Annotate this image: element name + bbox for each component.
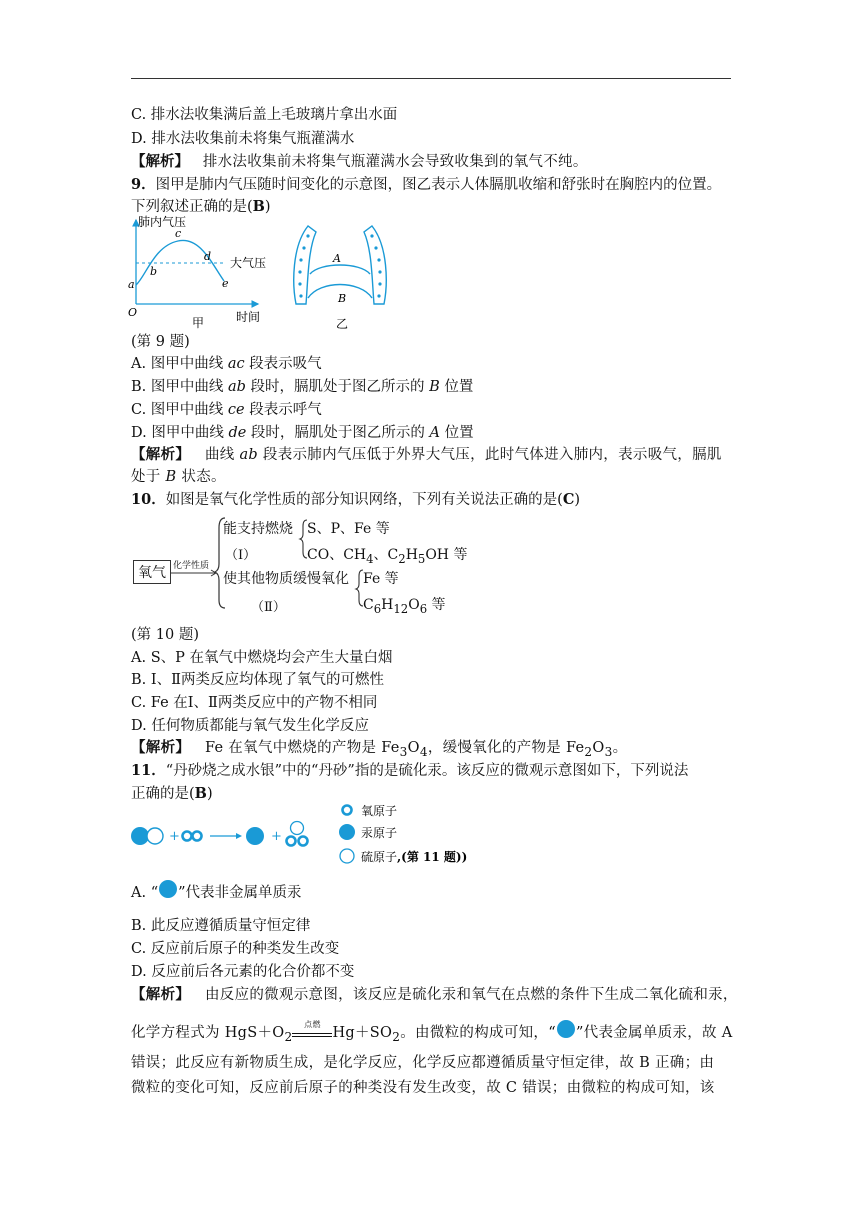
rib-dots [298,234,381,297]
branch1-label: 能支持燃烧 [223,521,293,537]
explain-text: 排水法收集前未将集气瓶灌满水会导致收集到的氧气不纯。 [202,154,588,170]
q10-number: 10 [131,491,152,508]
legend-mercury: 汞原子 [361,826,398,840]
header-rule [131,78,731,79]
brace-2 [356,570,363,606]
q11-option-d: D. 反应前后各元素的化合价都不变 [131,964,355,980]
plus-2: + [271,829,282,844]
q11-stem-line2: 正确的是(B) [131,785,213,802]
q9-option-b: B. 图甲中曲线 ab 段时，膈肌处于图乙所示的 B 位置 [131,379,474,395]
point-e: e [222,277,229,290]
o-atom [287,837,296,846]
q9-answer: B [252,198,265,215]
point-b: b [150,265,158,278]
point-c: c [175,227,182,240]
point-a: a [128,278,135,291]
legend-sulfur-icon [340,849,354,863]
q11-option-c: C. 反应前后原子的种类发生改变 [131,941,340,957]
branch1-tag: （Ⅰ） [225,548,257,563]
equation-condition: 点燃 [304,1020,321,1029]
branch2-label: 使其他物质缓慢氧化 [223,571,349,587]
fig-yi-caption: 乙 [336,317,349,331]
diaphragm-a [310,265,370,274]
q8-option-d: D. 排水法收集前未将集气瓶灌满水 [131,131,355,147]
legend-sulfur: 硫原子 [361,850,398,864]
q10-answer: C [562,491,575,508]
q11-option-a: A. “ ”代表非金属单质汞 [131,880,302,903]
explain-tag: 【解析】 [131,153,189,170]
s-atom [147,828,163,844]
label-b: B [338,292,347,305]
legend-mercury-icon [339,824,355,840]
atm-label: 大气压 [230,256,267,270]
q11-stem-line1: 11．“丹砂烧之成水银”中的“丹砂”指的是硫化汞。该反应的微观示意图如下，下列说法 [131,762,689,779]
q9-stem-text: 图甲是肺内气压随时间变化的示意图，图乙表示人体膈肌收缩和舒张时在胸腔内的位置。 [155,177,722,193]
q10-option-b: B. Ⅰ、Ⅱ两类反应均体现了氧气的可燃性 [131,672,384,688]
explain-tag: 【解析】 [131,986,191,1003]
label-a: A [333,252,341,265]
explain-tag: 【解析】 [131,739,191,756]
hg-atom [246,827,264,845]
point-d: d [204,250,212,263]
q8-option-c: C. 排水法收集满后盖上毛玻璃片拿出水面 [131,107,398,123]
q8-explanation [131,152,588,172]
q11-explanation-line4: 微粒的变化可知，反应前后原子的种类没有发生改变，故 C 错误；由微粒的构成可知，该 [131,1080,715,1096]
o-atom [183,832,192,841]
legend-oxygen-icon [343,806,352,815]
q10-diagram [131,514,491,622]
q9-number: 9 [131,176,142,193]
fig-jia-caption: 甲 [192,316,205,330]
q10-option-d: D. 任何物质都能与氧气发生化学反应 [131,718,369,734]
q10-option-a: A. S、P 在氧气中燃烧均会产生大量白烟 [131,650,393,666]
q10-stem: 10．如图是氧气化学性质的部分知识网络，下列有关说法正确的是(C) [131,491,581,508]
branch1-item2: CO、$CH_4$、$C_2H_5OH$ 等 [307,547,468,566]
branch2-tag: （Ⅱ） [251,600,286,615]
q9-stem-pre: 下列叙述正确的是( [131,199,253,215]
legend-oxygen: 氧原子 [361,804,398,818]
branch2-item2: $C_6H_{12}O_6$ 等 [363,597,446,616]
plus-1: + [169,829,180,844]
q11-figure-caption: ,(第 11 题)) [397,850,468,864]
q9-stem-line1: 9．图甲是肺内气压随时间变化的示意图，图乙表示人体膈肌收缩和舒张时在胸腔内的位置。 [131,176,722,193]
q11-option-b: B. 此反应遵循质量守恒定律 [131,918,311,934]
q11-explanation-line1: 【解析】 由反应的微观示意图，该反应是硫化汞和氧气在点燃的条件下生成二氧化硫和汞， [131,986,738,1003]
q9-option-d: D. 图甲中曲线 de 段时，膈肌处于图乙所示的 A 位置 [131,425,474,441]
q9-figure-caption: (第 9 题) [131,334,190,350]
o-atom [299,837,308,846]
q11-number: 11 [131,762,152,779]
q11-explanation-line2: 化学方程式为 $HgS+O_2$ 点燃 $Hg+SO_2$。由微粒的构成可知，“ ”代表金属单质汞，故 A [131,1020,733,1047]
q9-explanation-line1: 【解析】 曲线 ab 段表示肺内气压低于外界大气压，此时气体进入肺内，表示吸气，膈肌 [131,446,722,463]
q9-option-c: C. 图甲中曲线 ce 段表示呼气 [131,402,322,418]
origin-label: O [128,306,138,319]
y-axis-label: 肺内气压 [138,215,187,229]
q9-stem-post: ) [264,199,271,215]
root-box: 氧气 [133,560,171,584]
brace-1 [300,520,307,558]
q11-explanation-line3: 错误；此反应有新物质生成，是化学反应，化学反应都遵循质量守恒定律，故 B 正确；由 [131,1055,715,1071]
equation-arrow [292,1020,332,1037]
mercury-atom-icon [158,880,178,900]
q11-reaction-diagram [128,800,488,870]
mercury-atom-icon [556,1020,576,1040]
q10-option-c: C. Fe 在Ⅰ、Ⅱ两类反应中的产物不相同 [131,695,378,711]
x-axis-label: 时间 [236,310,261,324]
o-atom [193,832,202,841]
explain-tag: 【解析】 [131,446,191,463]
q9-explanation-line2: 处于 B 状态。 [131,469,226,485]
q9-figure-yi [286,216,396,332]
s-atom [291,822,304,835]
q10-figure-caption: (第 10 题) [131,627,199,643]
q10-explanation: 【解析】 Fe 在氧气中燃烧的产物是 $Fe_3O_4$，缓慢氧化的产物是 $Fe_2O_3$。 [131,739,628,759]
q9-option-a: A. 图甲中曲线 ac 段表示吸气 [131,356,322,372]
q9-figure-jia [126,214,276,332]
branch2-item1: Fe 等 [363,571,399,587]
q11-answer: B [194,785,207,802]
branch1-item1: S、P、Fe 等 [307,521,390,537]
arrow-label: 化学性质 [173,561,210,571]
